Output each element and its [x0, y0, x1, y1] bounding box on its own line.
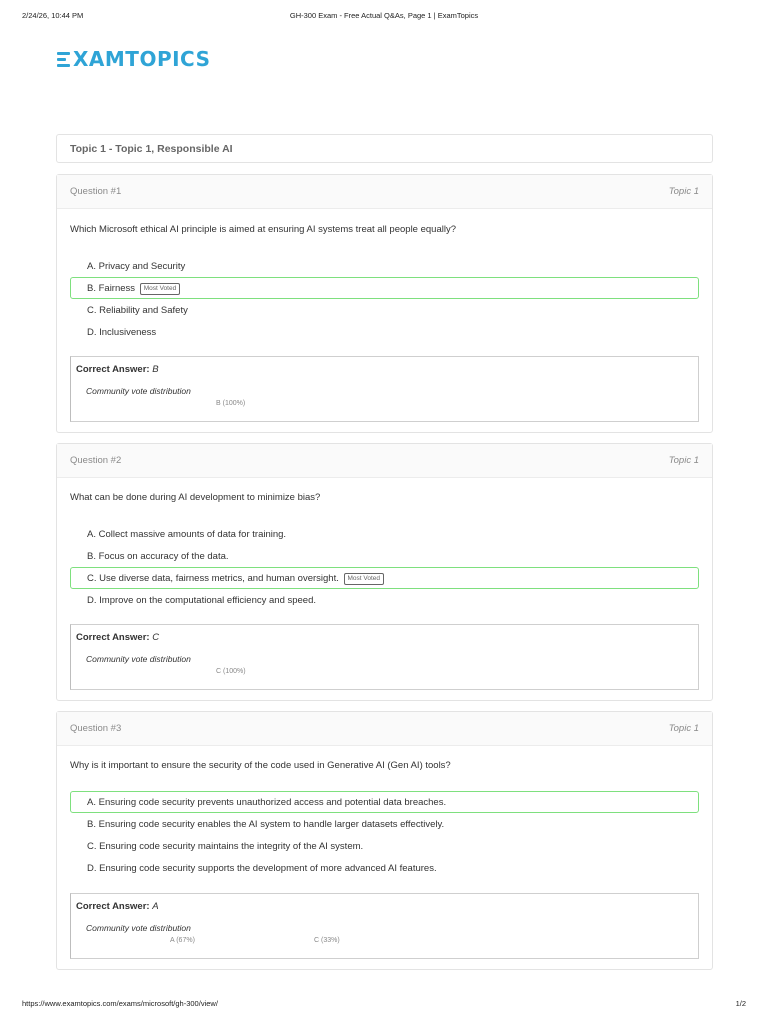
print-url: https://www.examtopics.com/exams/microsoft/gh-300/view/	[22, 999, 218, 1008]
choice-label: A. Ensuring code security prevents unauthorized access and potential data breaches.	[87, 797, 447, 808]
print-page-number: 1/2	[735, 999, 746, 1008]
correct-answer-label: Correct Answer:	[76, 632, 150, 643]
vote-label-b: B (100%)	[216, 400, 246, 407]
logo-text: XAMTOPICS	[73, 47, 211, 71]
community-vote-label: Community vote distribution	[86, 386, 191, 396]
logo-e-mark-icon	[57, 52, 71, 67]
community-vote-label: Community vote distribution	[86, 654, 191, 664]
choice-label: D. Ensuring code security supports the development of more advanced AI features.	[87, 863, 437, 874]
examtopics-logo[interactable]	[57, 47, 211, 71]
choice-b[interactable]	[70, 813, 699, 835]
answer-box	[70, 893, 699, 959]
correct-answer	[76, 364, 159, 375]
question-text: Which Microsoft ethical AI principle is aimed at ensuring AI systems treat all people equally?	[70, 224, 456, 235]
question-topic: Topic 1	[668, 186, 699, 197]
correct-answer-value: B	[152, 364, 159, 375]
choice-b[interactable]	[70, 545, 699, 567]
question-number: Question #1	[70, 186, 122, 197]
answer-box	[70, 356, 699, 422]
print-footer	[22, 999, 746, 1011]
question-number: Question #3	[70, 723, 122, 734]
vote-label-c: C (33%)	[314, 937, 340, 944]
community-vote-label: Community vote distribution	[86, 923, 191, 933]
question-header	[57, 712, 712, 746]
print-header	[22, 11, 746, 23]
topic-title: Topic 1 - Topic 1, Responsible AI	[70, 143, 233, 155]
choice-label: D. Inclusiveness	[87, 327, 157, 338]
question-card-3	[56, 711, 713, 970]
question-card-2	[56, 443, 713, 701]
topic-header	[56, 134, 713, 163]
question-text: Why is it important to ensure the security of the code used in Generative AI (Gen AI) tools?	[70, 760, 451, 771]
question-header	[57, 175, 712, 209]
choice-d[interactable]	[70, 321, 699, 343]
correct-answer-label: Correct Answer:	[76, 364, 150, 375]
choice-c[interactable]	[70, 567, 699, 589]
choice-label: A. Collect massive amounts of data for training.	[87, 529, 287, 540]
question-header	[57, 444, 712, 478]
choice-a[interactable]	[70, 791, 699, 813]
most-voted-badge: Most Voted	[344, 573, 385, 585]
answer-box	[70, 624, 699, 690]
choice-d[interactable]	[70, 857, 699, 879]
correct-answer-label: Correct Answer:	[76, 901, 150, 912]
vote-label-c: C (100%)	[216, 668, 246, 675]
choice-a[interactable]	[70, 255, 699, 277]
choice-b[interactable]	[70, 277, 699, 299]
choice-label: B. Focus on accuracy of the data.	[87, 551, 229, 562]
print-datetime: 2/24/26, 10:44 PM	[22, 11, 84, 20]
choice-c[interactable]	[70, 835, 699, 857]
question-text: What can be done during AI development to minimize bias?	[70, 492, 321, 503]
correct-answer-value: A	[152, 901, 159, 912]
correct-answer	[76, 632, 159, 643]
choice-c[interactable]	[70, 299, 699, 321]
choice-label: D. Improve on the computational efficiency and speed.	[87, 595, 317, 606]
correct-answer	[76, 901, 159, 912]
print-title: GH-300 Exam - Free Actual Q&As, Page 1 | ExamTopics	[289, 11, 479, 20]
question-topic: Topic 1	[668, 455, 699, 466]
question-topic: Topic 1	[668, 723, 699, 734]
choice-label: C. Reliability and Safety	[87, 305, 188, 316]
correct-answer-value: C	[152, 632, 160, 643]
vote-label-a: A (67%)	[170, 937, 195, 944]
choice-label: C. Ensuring code security maintains the integrity of the AI system.	[87, 841, 364, 852]
choice-label: C. Use diverse data, fairness metrics, and human oversight.	[87, 573, 339, 584]
choice-label: A. Privacy and Security	[87, 261, 186, 272]
question-number: Question #2	[70, 455, 122, 466]
choice-label: B. Fairness	[87, 283, 136, 294]
choice-label: B. Ensuring code security enables the AI system to handle larger datasets effectively.	[87, 819, 445, 830]
choice-a[interactable]	[70, 523, 699, 545]
most-voted-badge: Most Voted	[140, 283, 181, 295]
choice-d[interactable]	[70, 589, 699, 611]
question-card-1	[56, 174, 713, 433]
